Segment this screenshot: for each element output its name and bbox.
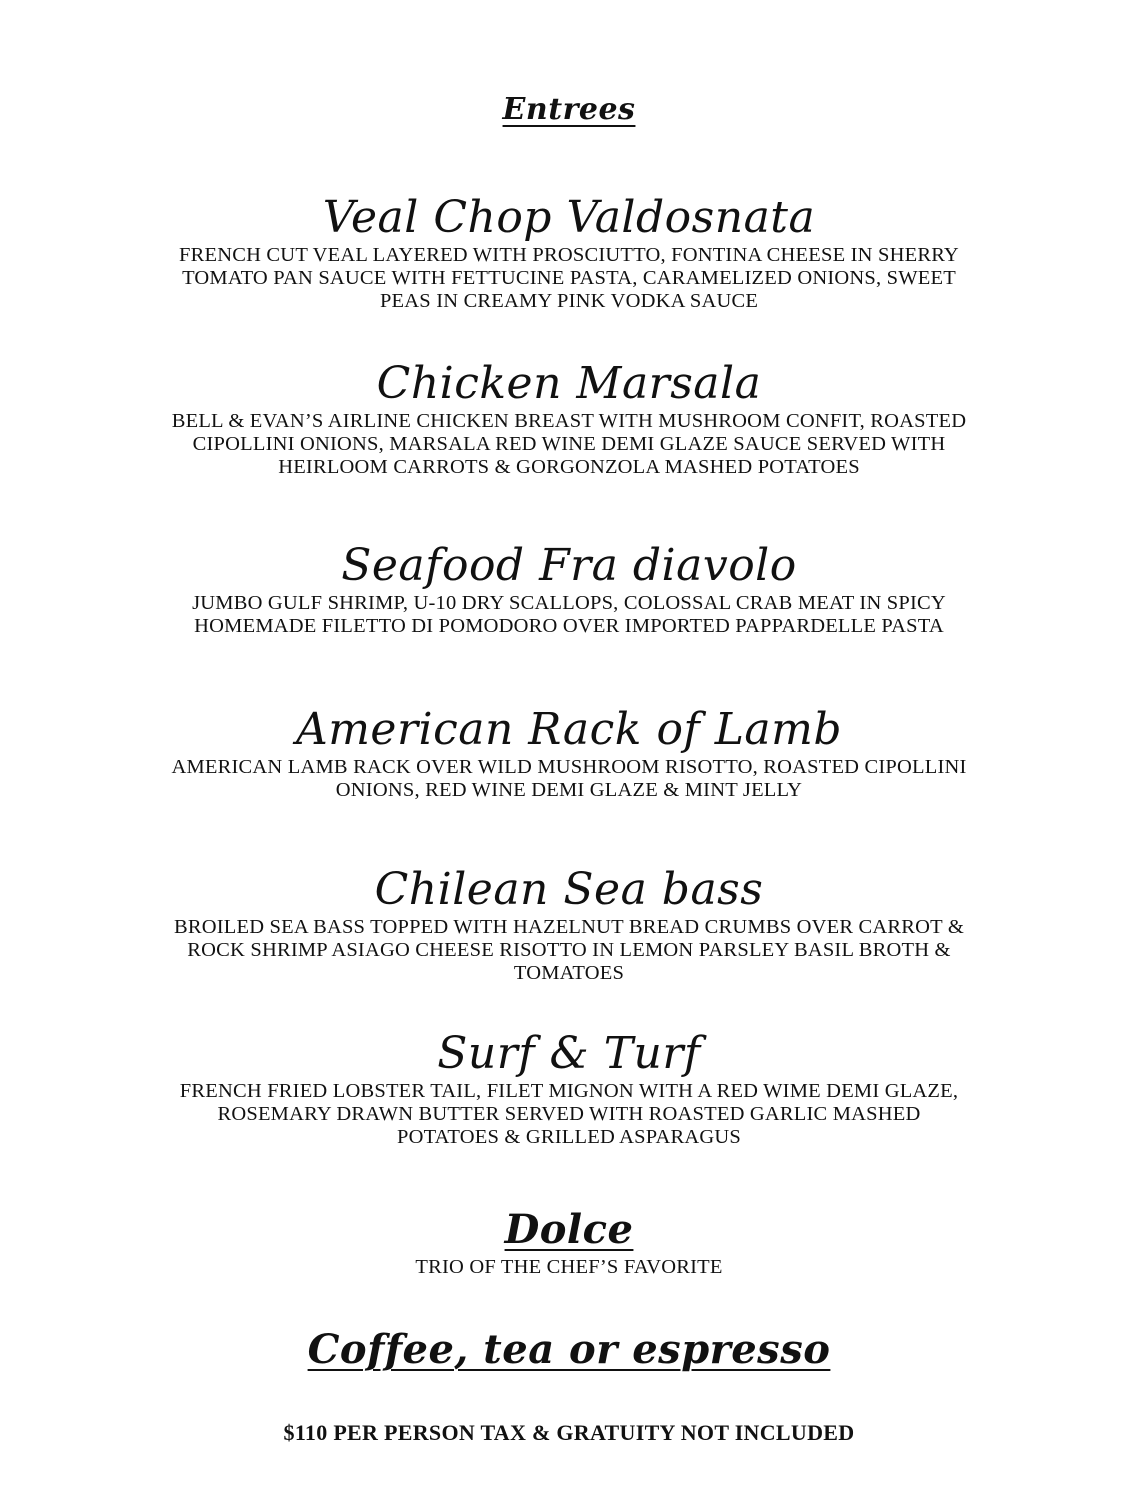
dolce-description (140, 1256, 998, 1279)
dish-description-chilean-sea-bass (140, 916, 998, 985)
description-line: TRIO OF THE CHEF’S FAVORITE (415, 1256, 723, 1278)
section-title-entrees: Entrees (502, 92, 636, 127)
description-line: JUMBO GULF SHRIMP, U-10 DRY SCALLOPS, COLOSSAL CRAB MEAT IN SPICY (192, 592, 946, 614)
description-line: ONIONS, RED WINE DEMI GLAZE & MINT JELLY (335, 779, 803, 801)
dish-description-veal-chop (140, 244, 998, 313)
dish-name-seafood-fra-diavolo: Seafood Fra diavolo (341, 540, 797, 591)
description-line: ROCK SHRIMP ASIAGO CHEESE RISOTTO IN LEMON PARSLEY BASIL BROTH & (187, 939, 951, 961)
section-title-coffee: Coffee, tea or espresso (307, 1326, 831, 1373)
description-line: CIPOLLINI ONIONS, MARSALA RED WINE DEMI GLAZE SAUCE SERVED WITH (192, 433, 946, 455)
dish-description-seafood-fra-diavolo (140, 592, 998, 638)
dish-name-veal-chop: Veal Chop Valdosnata (322, 192, 816, 243)
description-line: BROILED SEA BASS TOPPED WITH HAZELNUT BREAD CRUMBS OVER CARROT & (174, 916, 964, 938)
description-line: BELL & EVAN’S AIRLINE CHICKEN BREAST WITH MUSHROOM CONFIT, ROASTED (171, 410, 967, 432)
dish-name-chicken-marsala: Chicken Marsala (376, 358, 762, 409)
price-note: $110 PER PERSON TAX & GRATUITY NOT INCLUDED (283, 1420, 855, 1445)
description-line: FRENCH FRIED LOBSTER TAIL, FILET MIGNON WITH A RED WIME DEMI GLAZE, (179, 1080, 959, 1102)
dish-name-surf-and-turf: Surf & Turf (437, 1028, 701, 1079)
dish-description-chicken-marsala (140, 410, 998, 479)
description-line: TOMATO PAN SAUCE WITH FETTUCINE PASTA, CARAMELIZED ONIONS, SWEET (182, 267, 956, 289)
section-title-dolce: Dolce (504, 1206, 634, 1253)
description-line: TOMATOES (513, 962, 625, 984)
description-line: AMERICAN LAMB RACK OVER WILD MUSHROOM RISOTTO, ROASTED CIPOLLINI (171, 756, 967, 778)
description-line: HEIRLOOM CARROTS & GORGONZOLA MASHED POTATOES (278, 456, 860, 478)
description-line: ROSEMARY DRAWN BUTTER SERVED WITH ROASTED GARLIC MASHED (217, 1103, 921, 1125)
description-line: PEAS IN CREAMY PINK VODKA SAUCE (379, 290, 759, 312)
description-line: POTATOES & GRILLED ASPARAGUS (397, 1126, 741, 1148)
description-line: FRENCH CUT VEAL LAYERED WITH PROSCIUTTO, FONTINA CHEESE IN SHERRY (179, 244, 959, 266)
dish-name-rack-of-lamb: American Rack of Lamb (295, 704, 843, 755)
description-line: HOMEMADE FILETTO DI POMODORO OVER IMPORTED PAPPARDELLE PASTA (194, 615, 944, 637)
dish-description-surf-and-turf (140, 1080, 998, 1149)
dish-name-chilean-sea-bass: Chilean Sea bass (374, 864, 764, 915)
dish-description-rack-of-lamb (140, 756, 998, 802)
